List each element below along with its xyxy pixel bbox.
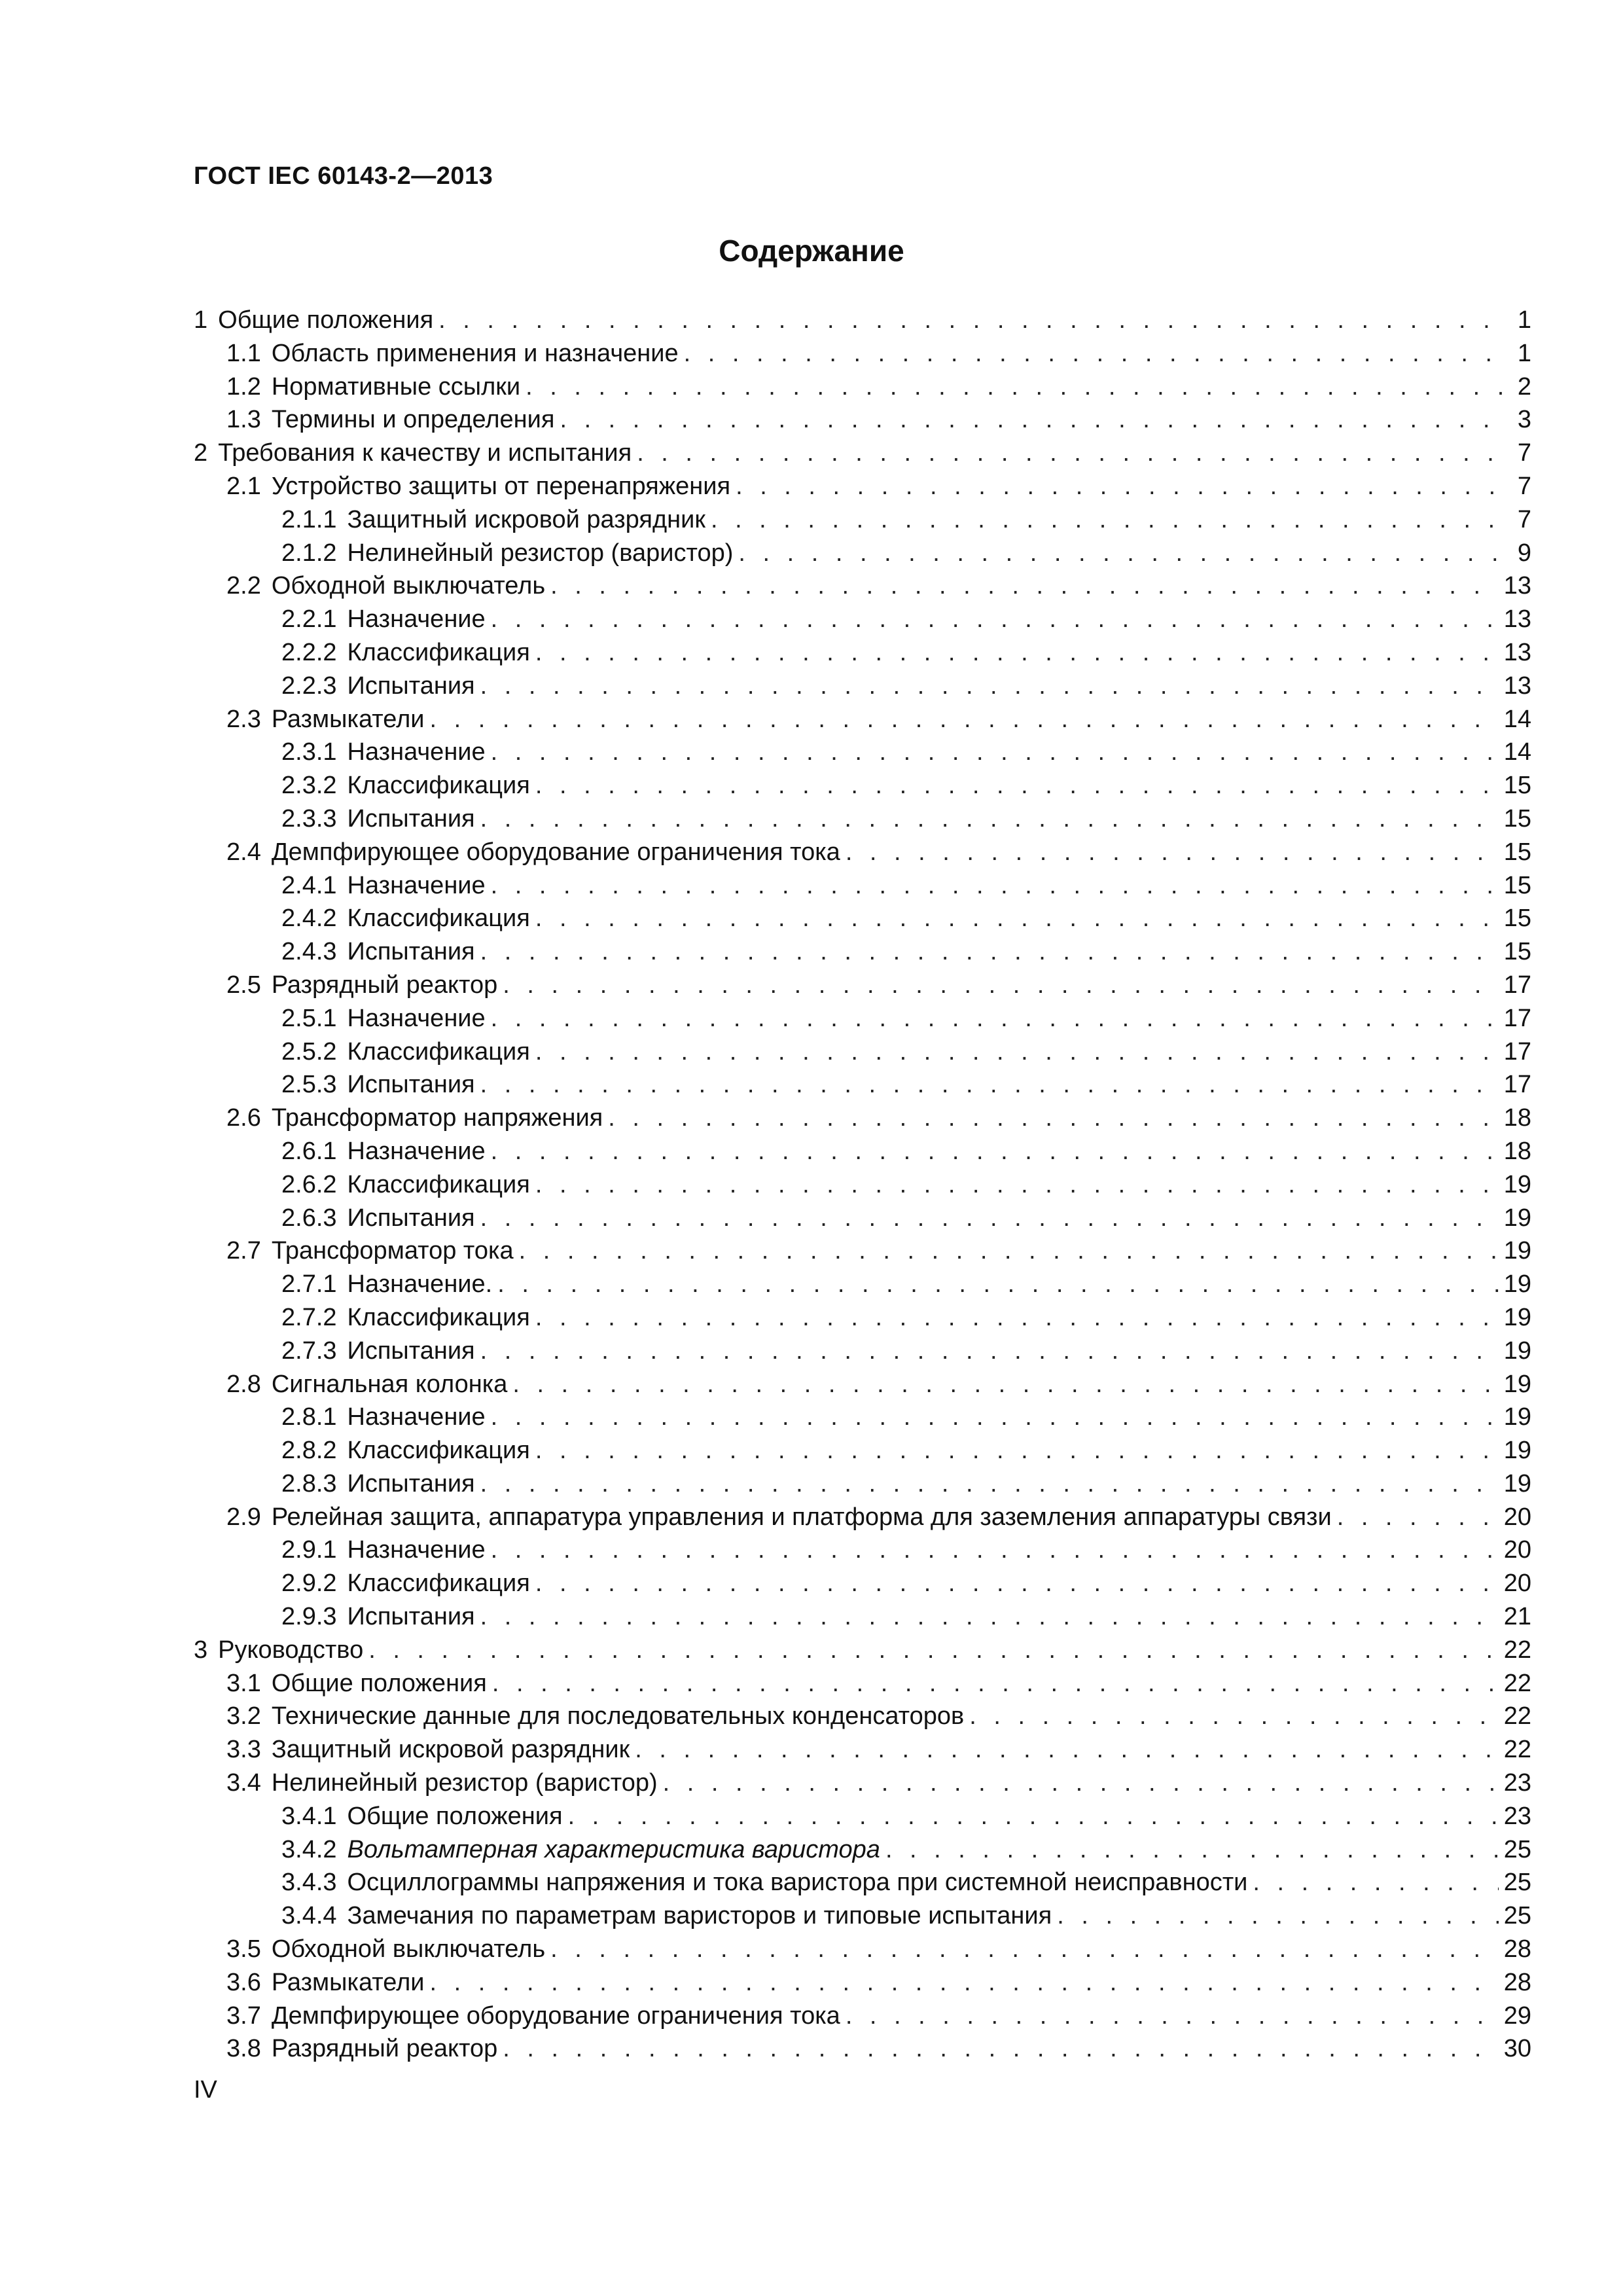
toc-entry-page: 22 (1503, 1636, 1531, 1664)
toc-entry[interactable] (194, 1733, 1531, 1767)
toc-entry[interactable] (194, 1401, 1531, 1434)
toc-entry-number: 2.6.1 (281, 1137, 337, 1165)
toc-entry-page: 2 (1517, 372, 1531, 401)
toc-entry-title: Разрядный реактор (271, 971, 498, 999)
toc-entry-page: 17 (1503, 1071, 1531, 1099)
toc-entry-page: 19 (1503, 1370, 1531, 1398)
toc-entry-number: 3.4.3 (281, 1869, 337, 1897)
toc-dot-leader (480, 1202, 1499, 1235)
toc-entry-number: 2 (194, 439, 208, 467)
toc-entry-number: 2.9.2 (281, 1570, 337, 1598)
toc-entry[interactable] (194, 403, 1531, 437)
toc-entry[interactable] (194, 1368, 1531, 1401)
toc-entry-number: 3.3 (226, 1736, 261, 1764)
toc-entry-title: Назначение (347, 871, 486, 899)
toc-entry-title: Назначение (347, 1403, 486, 1431)
toc-entry-page: 13 (1503, 672, 1531, 700)
toc-entry-page: 22 (1503, 1702, 1531, 1731)
toc-dot-leader (491, 869, 1499, 903)
toc-entry-number: 2.6.3 (281, 1204, 337, 1232)
toc-entry-number: 2.3.3 (281, 804, 337, 833)
toc-entry-number: 2.4.2 (281, 905, 337, 933)
toc-dot-leader (535, 1434, 1499, 1467)
toc-entry-number: 3.4.4 (281, 1902, 337, 1930)
toc-entry-number: 2.1.1 (281, 505, 337, 533)
toc-entry-page: 29 (1503, 2001, 1531, 2030)
toc-entry-title: Защитный искровой разрядник (347, 505, 705, 533)
toc-entry-title: Область применения и назначение (271, 339, 679, 367)
toc-entry-number: 1.2 (226, 372, 261, 401)
toc-entry-title: Обходной выключатель (271, 572, 546, 600)
toc-entry[interactable] (194, 1933, 1531, 1966)
toc-entry[interactable] (194, 1800, 1531, 1833)
toc-entry[interactable] (194, 969, 1531, 1002)
toc-entry-number: 2.1.2 (281, 539, 337, 567)
toc-entry[interactable] (194, 2032, 1531, 2066)
toc-entry-number: 3.4 (226, 1769, 261, 1797)
toc-entry-page: 13 (1503, 572, 1531, 600)
toc-entry-number: 1 (194, 306, 208, 334)
toc-dot-leader (497, 1268, 1498, 1301)
toc-entry-number: 2.9.1 (281, 1536, 337, 1564)
toc-dot-leader (1337, 1501, 1499, 1534)
toc-entry[interactable] (194, 1534, 1531, 1567)
toc-dot-leader (480, 1600, 1499, 1634)
toc-entry-title: Назначение (347, 1536, 486, 1564)
toc-entry[interactable] (194, 569, 1531, 603)
toc-entry[interactable] (194, 337, 1531, 370)
toc-entry-number: 2.4 (226, 838, 261, 866)
toc-dot-leader (568, 1800, 1499, 1833)
toc-entry-number: 2.7 (226, 1237, 261, 1265)
toc-dot-leader (535, 1168, 1499, 1202)
toc-dot-leader (550, 1933, 1499, 1966)
toc-entry-page: 9 (1517, 539, 1531, 567)
toc-dot-leader (480, 670, 1499, 703)
toc-entry-page: 17 (1503, 1037, 1531, 1066)
toc-entry-title: Испытания (347, 1469, 475, 1498)
toc-entry-number: 3.6 (226, 1968, 261, 1996)
toc-dot-leader (535, 902, 1499, 935)
toc-entry-title: Замечания по параметрам варисторов и типовые испытания (347, 1902, 1052, 1930)
toc-entry[interactable] (194, 304, 1531, 337)
toc-entry-page: 23 (1503, 1769, 1531, 1797)
toc-dot-leader (846, 836, 1499, 869)
toc-entry-number: 2.3 (226, 705, 261, 733)
toc-entry[interactable] (194, 470, 1531, 503)
toc-entry-page: 21 (1503, 1603, 1531, 1631)
toc-dot-leader (491, 1002, 1499, 1035)
toc-dot-leader (885, 1833, 1499, 1867)
toc-entry[interactable] (194, 503, 1531, 537)
toc-entry-title: Испытания (347, 938, 475, 966)
toc-entry-page: 15 (1503, 871, 1531, 899)
toc-entry-page: 17 (1503, 1004, 1531, 1032)
toc-entry-page: 30 (1503, 2035, 1531, 2063)
toc-dot-leader (535, 636, 1499, 670)
toc-entry-page: 7 (1517, 472, 1531, 500)
toc-entry-number: 2.1 (226, 472, 261, 500)
toc-entry-title: Назначение (347, 738, 486, 766)
toc-entry[interactable] (194, 1102, 1531, 1135)
toc-entry-number: 2.5.2 (281, 1037, 337, 1066)
toc-entry-title: Руководство (218, 1636, 364, 1664)
toc-dot-leader (438, 304, 1507, 337)
toc-entry-page: 15 (1503, 838, 1531, 866)
toc-dot-leader (711, 503, 1507, 537)
toc-dot-leader (503, 969, 1498, 1002)
toc-entry-page: 15 (1503, 905, 1531, 933)
toc-entry-title: Испытания (347, 1603, 475, 1631)
toc-entry-number: 2.7.3 (281, 1336, 337, 1365)
toc-entry-number: 2.9 (226, 1503, 261, 1531)
toc-dot-leader (969, 1700, 1499, 1733)
toc-entry-page: 19 (1503, 1170, 1531, 1198)
toc-dot-leader (1057, 1899, 1499, 1933)
toc-entry-title: Классификация (347, 1170, 530, 1198)
toc-entry-title: Демпфирующее оборудование ограничения тока (271, 2001, 840, 2030)
toc-entry-number: 2.8.2 (281, 1437, 337, 1465)
toc-entry-page: 7 (1517, 439, 1531, 467)
toc-entry-number: 3.1 (226, 1669, 261, 1697)
toc-entry-page: 15 (1503, 938, 1531, 966)
toc-entry-number: 2.2.2 (281, 638, 337, 666)
toc-entry-title: Классификация (347, 1570, 530, 1598)
toc-entry[interactable] (194, 736, 1531, 769)
toc-entry[interactable] (194, 603, 1531, 636)
toc-entry-number: 3.4.2 (281, 1835, 337, 1863)
toc-entry-page: 28 (1503, 1935, 1531, 1964)
toc-entry-title: Испытания (347, 1336, 475, 1365)
toc-dot-leader (480, 935, 1499, 969)
toc-entry[interactable] (194, 703, 1531, 736)
toc-entry-page: 20 (1503, 1536, 1531, 1564)
toc-heading: Содержание (719, 234, 904, 268)
toc-dot-leader (684, 337, 1507, 370)
toc-entry[interactable] (194, 1600, 1531, 1634)
toc-entry-title: Осциллограммы напряжения и тока варистора при системной неисправности (347, 1869, 1248, 1897)
toc-entry-number: 2.4.3 (281, 938, 337, 966)
toc-entry-page: 1 (1517, 339, 1531, 367)
toc-entry-number: 2.2.1 (281, 605, 337, 634)
toc-entry-page: 19 (1503, 1270, 1531, 1299)
toc-entry-title: Назначение (347, 1137, 486, 1165)
toc-entry-number: 2.7.2 (281, 1303, 337, 1331)
toc-entry[interactable] (194, 902, 1531, 935)
toc-dot-leader (663, 1767, 1499, 1800)
toc-dot-leader (491, 1401, 1499, 1434)
toc-entry-title: Испытания (347, 804, 475, 833)
toc-entry-title: Испытания (347, 1204, 475, 1232)
toc-entry[interactable] (194, 1135, 1531, 1168)
toc-entry-number: 2.6 (226, 1104, 261, 1132)
toc-dot-leader (430, 703, 1499, 736)
toc-entry-title: Классификация (347, 772, 530, 800)
toc-entry-title: Нелинейный резистор (варистор) (271, 1769, 658, 1797)
toc-entry-number: 1.1 (226, 339, 261, 367)
toc-entry-page: 19 (1503, 1303, 1531, 1331)
toc-entry-title: Классификация (347, 1303, 530, 1331)
toc-entry-title: Нормативные ссылки (271, 372, 521, 401)
toc-entry-number: 3.7 (226, 2001, 261, 2030)
toc-entry-number: 2.7.1 (281, 1270, 337, 1299)
toc-entry-number: 3 (194, 1636, 208, 1664)
toc-entry-title: Назначение (347, 1004, 486, 1032)
toc-entry-number: 2.5 (226, 971, 261, 999)
toc-entry-title: Назначение (347, 605, 486, 634)
toc-entry-title: Классификация (347, 905, 530, 933)
toc-dot-leader (491, 1534, 1499, 1567)
toc-entry[interactable] (194, 537, 1531, 570)
toc-entry-page: 18 (1503, 1137, 1531, 1165)
toc-dot-leader (550, 569, 1499, 603)
toc-dot-leader (1253, 1866, 1498, 1899)
toc-entry-number: 2.8 (226, 1370, 261, 1398)
toc-entry-title: Нелинейный резистор (варистор) (347, 539, 734, 567)
toc-entry-page: 19 (1503, 1336, 1531, 1365)
toc-entry-title: Защитный искровой разрядник (271, 1736, 630, 1764)
toc-entry-title: Релейная защита, аппаратура управления и платформа для заземления аппаратуры связи (271, 1503, 1332, 1531)
toc-dot-leader (560, 403, 1507, 437)
toc-dot-leader (480, 1335, 1499, 1368)
toc-entry-title: Испытания (347, 672, 475, 700)
toc-dot-leader (526, 370, 1507, 404)
toc-entry-page: 15 (1503, 772, 1531, 800)
toc-entry-title: Термины и определения (271, 406, 555, 434)
toc-entry[interactable] (194, 1434, 1531, 1467)
toc-entry-number: 2.5.3 (281, 1071, 337, 1099)
toc-entry[interactable] (194, 636, 1531, 670)
toc-entry-title: Технические данные для последовательных конденсаторов (271, 1702, 965, 1731)
toc-entry-page: 18 (1503, 1104, 1531, 1132)
table-of-contents (194, 304, 1531, 2066)
toc-entry[interactable] (194, 1035, 1531, 1069)
toc-dot-leader (492, 1667, 1499, 1700)
toc-entry[interactable] (194, 670, 1531, 703)
toc-entry[interactable] (194, 769, 1531, 802)
toc-entry-page: 14 (1503, 705, 1531, 733)
toc-entry-title: Устройство защиты от перенапряжения (271, 472, 731, 500)
toc-entry[interactable] (194, 1866, 1531, 1899)
toc-entry-page: 25 (1503, 1869, 1531, 1897)
toc-dot-leader (368, 1634, 1499, 1667)
toc-entry-page: 14 (1503, 738, 1531, 766)
toc-dot-leader (535, 1035, 1499, 1069)
toc-entry-title: Назначение. (347, 1270, 493, 1299)
toc-dot-leader (608, 1102, 1498, 1135)
toc-entry-number: 2.2.3 (281, 672, 337, 700)
toc-entry-title: Размыкатели (271, 1968, 425, 1996)
toc-entry-title: Трансформатор напряжения (271, 1104, 603, 1132)
toc-entry-number: 2.4.1 (281, 871, 337, 899)
toc-entry-page: 20 (1503, 1503, 1531, 1531)
toc-entry-title: Демпфирующее оборудование ограничения тока (271, 838, 840, 866)
toc-entry-number: 2.8.1 (281, 1403, 337, 1431)
toc-dot-leader (637, 437, 1507, 470)
toc-dot-leader (519, 1234, 1499, 1268)
toc-entry[interactable] (194, 802, 1531, 836)
toc-entry[interactable] (194, 935, 1531, 969)
toc-entry[interactable] (194, 1202, 1531, 1235)
toc-entry[interactable] (194, 1301, 1531, 1335)
toc-entry[interactable] (194, 1002, 1531, 1035)
toc-entry-page: 19 (1503, 1437, 1531, 1465)
toc-entry-title: Вольтамперная характеристика варистора (347, 1835, 880, 1863)
toc-entry-number: 3.5 (226, 1935, 261, 1964)
toc-entry-page: 1 (1517, 306, 1531, 334)
toc-dot-leader (430, 1966, 1499, 2000)
toc-entry-title: Требования к качеству и испытания (218, 439, 632, 467)
toc-entry-page: 15 (1503, 804, 1531, 833)
toc-entry[interactable] (194, 1833, 1531, 1867)
toc-entry-page: 13 (1503, 638, 1531, 666)
toc-entry-page: 19 (1503, 1403, 1531, 1431)
toc-entry-title: Разрядный реактор (271, 2035, 498, 2063)
toc-entry[interactable] (194, 1335, 1531, 1368)
toc-entry-title: Классификация (347, 1037, 530, 1066)
toc-entry-title: Обходной выключатель (271, 1935, 546, 1964)
toc-entry-page: 25 (1503, 1835, 1531, 1863)
toc-entry[interactable] (194, 2000, 1531, 2033)
toc-entry-page: 20 (1503, 1570, 1531, 1598)
toc-entry-number: 2.8.3 (281, 1469, 337, 1498)
toc-dot-leader (736, 470, 1507, 503)
toc-entry-title: Общие положения (347, 1802, 563, 1830)
toc-entry-page: 23 (1503, 1802, 1531, 1830)
toc-entry-number: 2.2 (226, 572, 261, 600)
toc-entry[interactable] (194, 1899, 1531, 1933)
toc-entry-number: 2.5.1 (281, 1004, 337, 1032)
toc-entry[interactable] (194, 869, 1531, 903)
toc-dot-leader (512, 1368, 1498, 1401)
toc-entry-page: 28 (1503, 1968, 1531, 1996)
toc-entry-page: 19 (1503, 1237, 1531, 1265)
toc-entry-number: 2.3.1 (281, 738, 337, 766)
toc-dot-leader (480, 802, 1499, 836)
toc-entry[interactable] (194, 1767, 1531, 1800)
toc-entry-number: 1.3 (226, 406, 261, 434)
toc-dot-leader (491, 603, 1499, 636)
toc-entry[interactable] (194, 1700, 1531, 1733)
toc-dot-leader (491, 1135, 1499, 1168)
toc-dot-leader (635, 1733, 1498, 1767)
toc-entry[interactable] (194, 1168, 1531, 1202)
toc-entry-page: 22 (1503, 1669, 1531, 1697)
toc-entry-number: 3.2 (226, 1702, 261, 1731)
toc-entry-page: 17 (1503, 971, 1531, 999)
toc-entry-title: Классификация (347, 1437, 530, 1465)
toc-dot-leader (535, 769, 1499, 802)
toc-entry-number: 3.8 (226, 2035, 261, 2063)
toc-entry[interactable] (194, 1567, 1531, 1600)
toc-dot-leader (535, 1301, 1499, 1335)
toc-entry-page: 7 (1517, 505, 1531, 533)
toc-entry[interactable] (194, 1268, 1531, 1301)
toc-dot-leader (846, 2000, 1499, 2033)
toc-entry-number: 3.4.1 (281, 1802, 337, 1830)
toc-entry-title: Общие положения (271, 1669, 487, 1697)
toc-dot-leader (480, 1068, 1499, 1102)
toc-entry-page: 19 (1503, 1204, 1531, 1232)
toc-dot-leader (738, 537, 1507, 570)
toc-entry[interactable] (194, 370, 1531, 404)
toc-entry-number: 2.3.2 (281, 772, 337, 800)
toc-entry[interactable] (194, 437, 1531, 470)
toc-entry[interactable] (194, 1234, 1531, 1268)
toc-entry-title: Трансформатор тока (271, 1237, 514, 1265)
toc-entry[interactable] (194, 1667, 1531, 1700)
toc-entry[interactable] (194, 1068, 1531, 1102)
toc-dot-leader (491, 736, 1499, 769)
toc-entry[interactable] (194, 1966, 1531, 2000)
document-header: ГОСТ IEC 60143-2—2013 (194, 162, 493, 190)
toc-entry-page: 22 (1503, 1736, 1531, 1764)
toc-entry-page: 13 (1503, 605, 1531, 634)
toc-dot-leader (480, 1467, 1499, 1501)
toc-entry[interactable] (194, 1501, 1531, 1534)
toc-entry-title: Общие положения (218, 306, 434, 334)
page-number: IV (194, 2076, 217, 2104)
toc-entry-page: 19 (1503, 1469, 1531, 1498)
toc-entry-page: 3 (1517, 406, 1531, 434)
toc-dot-leader (503, 2032, 1498, 2066)
toc-entry[interactable] (194, 1467, 1531, 1501)
toc-entry-number: 2.6.2 (281, 1170, 337, 1198)
toc-entry-number: 2.9.3 (281, 1603, 337, 1631)
toc-entry-title: Размыкатели (271, 705, 425, 733)
toc-entry-title: Испытания (347, 1071, 475, 1099)
toc-dot-leader (535, 1567, 1499, 1600)
toc-entry-title: Классификация (347, 638, 530, 666)
toc-entry[interactable] (194, 836, 1531, 869)
toc-entry-title: Сигнальная колонка (271, 1370, 508, 1398)
toc-entry[interactable] (194, 1634, 1531, 1667)
toc-entry-page: 25 (1503, 1902, 1531, 1930)
